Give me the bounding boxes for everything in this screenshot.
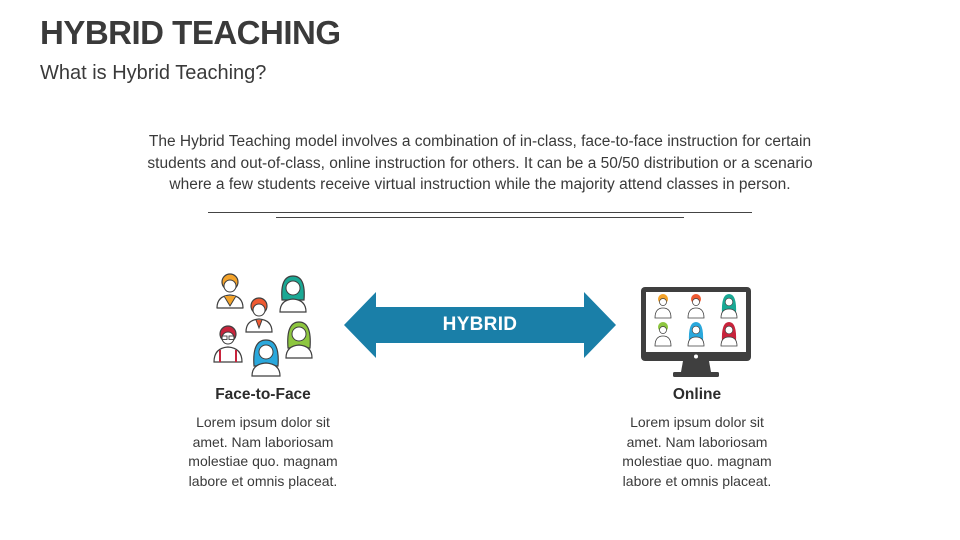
online-description bbox=[597, 413, 797, 491]
person-icon bbox=[217, 274, 243, 308]
description-line: molestiae quo. magnam bbox=[622, 453, 772, 469]
divider-line bbox=[208, 212, 752, 213]
description-line: amet. Nam laboriosam bbox=[192, 433, 334, 450]
intro-line: students and out-of-class, online instruction for others. It can be a 50/50 distribution or a scenario bbox=[147, 154, 813, 172]
description-line: amet. Nam laboriosam bbox=[626, 433, 768, 450]
description-line: labore et omnis placeat. bbox=[622, 472, 772, 489]
description-line: Lorem ipsum dolor sit bbox=[630, 414, 764, 430]
slide-subtitle: What is Hybrid Teaching? bbox=[40, 62, 267, 84]
intro-paragraph bbox=[110, 131, 850, 196]
video-call-monitor-icon bbox=[633, 284, 757, 382]
online-title: Online bbox=[672, 386, 722, 403]
face-to-face-description bbox=[163, 413, 363, 491]
slide-title: HYBRID TEACHING bbox=[40, 14, 341, 51]
divider-line bbox=[276, 217, 684, 218]
intro-line: where a few students receive virtual instruction while the majority attend classes in person. bbox=[169, 176, 791, 193]
person-icon bbox=[214, 326, 242, 362]
person-icon bbox=[286, 322, 312, 358]
face-to-face-title: Face-to-Face bbox=[215, 386, 311, 403]
person-icon bbox=[280, 276, 306, 312]
description-line: Lorem ipsum dolor sit bbox=[196, 414, 330, 430]
intro-line: The Hybrid Teaching model involves a combination of in-class, face-to-face instruction for certain bbox=[148, 133, 812, 150]
person-icon bbox=[246, 298, 272, 332]
description-line: molestiae quo. magnam bbox=[188, 453, 338, 469]
group-of-people-icon bbox=[200, 266, 324, 378]
person-icon bbox=[252, 340, 280, 376]
hybrid-label: HYBRID bbox=[442, 314, 518, 335]
description-line: labore et omnis placeat. bbox=[188, 472, 338, 489]
